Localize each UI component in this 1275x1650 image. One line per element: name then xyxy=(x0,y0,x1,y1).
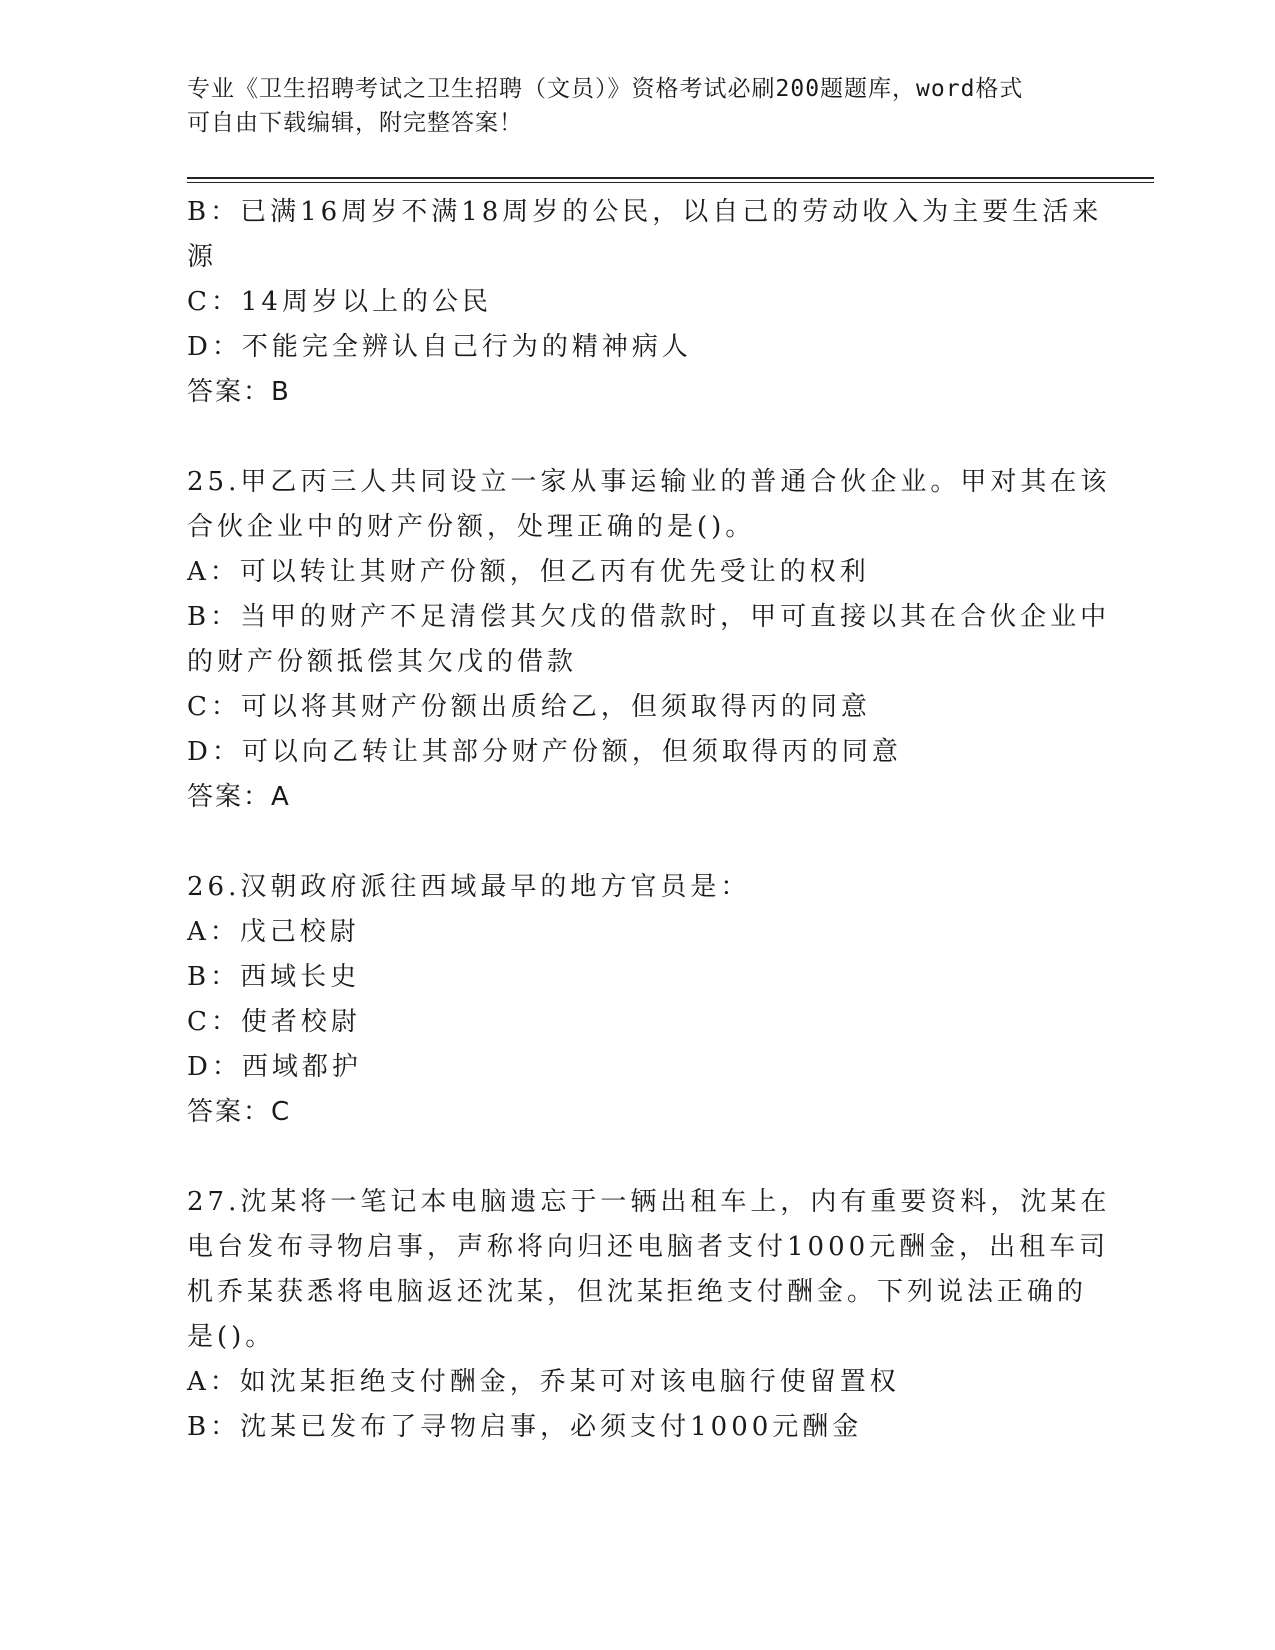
option-c: C：可以将其财产份额出质给乙，但须取得丙的同意 xyxy=(187,692,871,722)
question-stem: 26.汉朝政府派往西域最早的地方官员是： xyxy=(187,872,751,902)
question-stem-line-2: 电台发布寻物启事，声称将向归还电脑者支付1000元酬金，出租车司 xyxy=(187,1232,1110,1262)
question-25 xyxy=(187,460,1111,820)
answer-line: 答案：B xyxy=(187,377,291,407)
question-stem-line-1: 25.甲乙丙三人共同设立一家从事运输业的普通合伙企业。甲对其在该 xyxy=(187,467,1111,497)
option-c: C：14周岁以上的公民 xyxy=(187,287,492,317)
spacer xyxy=(187,415,1087,460)
header-line-2: 可自由下载编辑，附完整答案！ xyxy=(187,110,523,136)
question-26 xyxy=(187,865,1087,1135)
option-b-line-1: B：当甲的财产不足清偿其欠戊的借款时，甲可直接以其在合伙企业中 xyxy=(187,602,1111,632)
option-b-line-2: 源 xyxy=(187,242,218,272)
question-24-tail xyxy=(187,190,1103,415)
spacer xyxy=(187,1135,1087,1180)
spacer xyxy=(187,820,1087,865)
option-b-line-1: B：已满16周岁不满18周岁的公民，以自己的劳动收入为主要生活来 xyxy=(187,197,1103,227)
question-content xyxy=(187,190,1111,1450)
option-a: A：可以转让其财产份额，但乙丙有优先受让的权利 xyxy=(187,557,870,587)
option-d: D：可以向乙转让其部分财产份额，但须取得丙的同意 xyxy=(187,737,902,767)
option-b: B：西域长史 xyxy=(187,962,361,992)
option-a: A：如沈某拒绝支付酬金，乔某可对该电脑行使留置权 xyxy=(187,1367,900,1397)
question-stem-line-2: 合伙企业中的财产份额，处理正确的是()。 xyxy=(187,512,756,542)
answer-line: 答案：A xyxy=(187,782,291,812)
header-divider-thick xyxy=(187,177,1154,179)
question-stem-line-1: 27.沈某将一笔记本电脑遗忘于一辆出租车上，内有重要资料，沈某在 xyxy=(187,1187,1111,1217)
header-line-1: 专业《卫生招聘考试之卫生招聘（文员）》资格考试必刷200题题库，word格式 xyxy=(187,76,1024,102)
option-a: A：戊己校尉 xyxy=(187,917,360,947)
option-b-line-2: 的财产份额抵偿其欠戊的借款 xyxy=(187,647,578,677)
option-d: D：西域都护 xyxy=(187,1052,362,1082)
header-divider-thin xyxy=(187,182,1154,183)
option-d: D：不能完全辨认自己行为的精神病人 xyxy=(187,332,692,362)
question-27 xyxy=(187,1180,1111,1450)
document-header xyxy=(187,72,1087,140)
question-stem-line-3: 机乔某获悉将电脑返还沈某，但沈某拒绝支付酬金。下列说法正确的 xyxy=(187,1277,1088,1307)
option-b: B：沈某已发布了寻物启事，必须支付1000元酬金 xyxy=(187,1412,863,1442)
option-c: C：使者校尉 xyxy=(187,1007,361,1037)
question-stem-line-4: 是()。 xyxy=(187,1322,276,1352)
answer-line: 答案：C xyxy=(187,1097,292,1127)
